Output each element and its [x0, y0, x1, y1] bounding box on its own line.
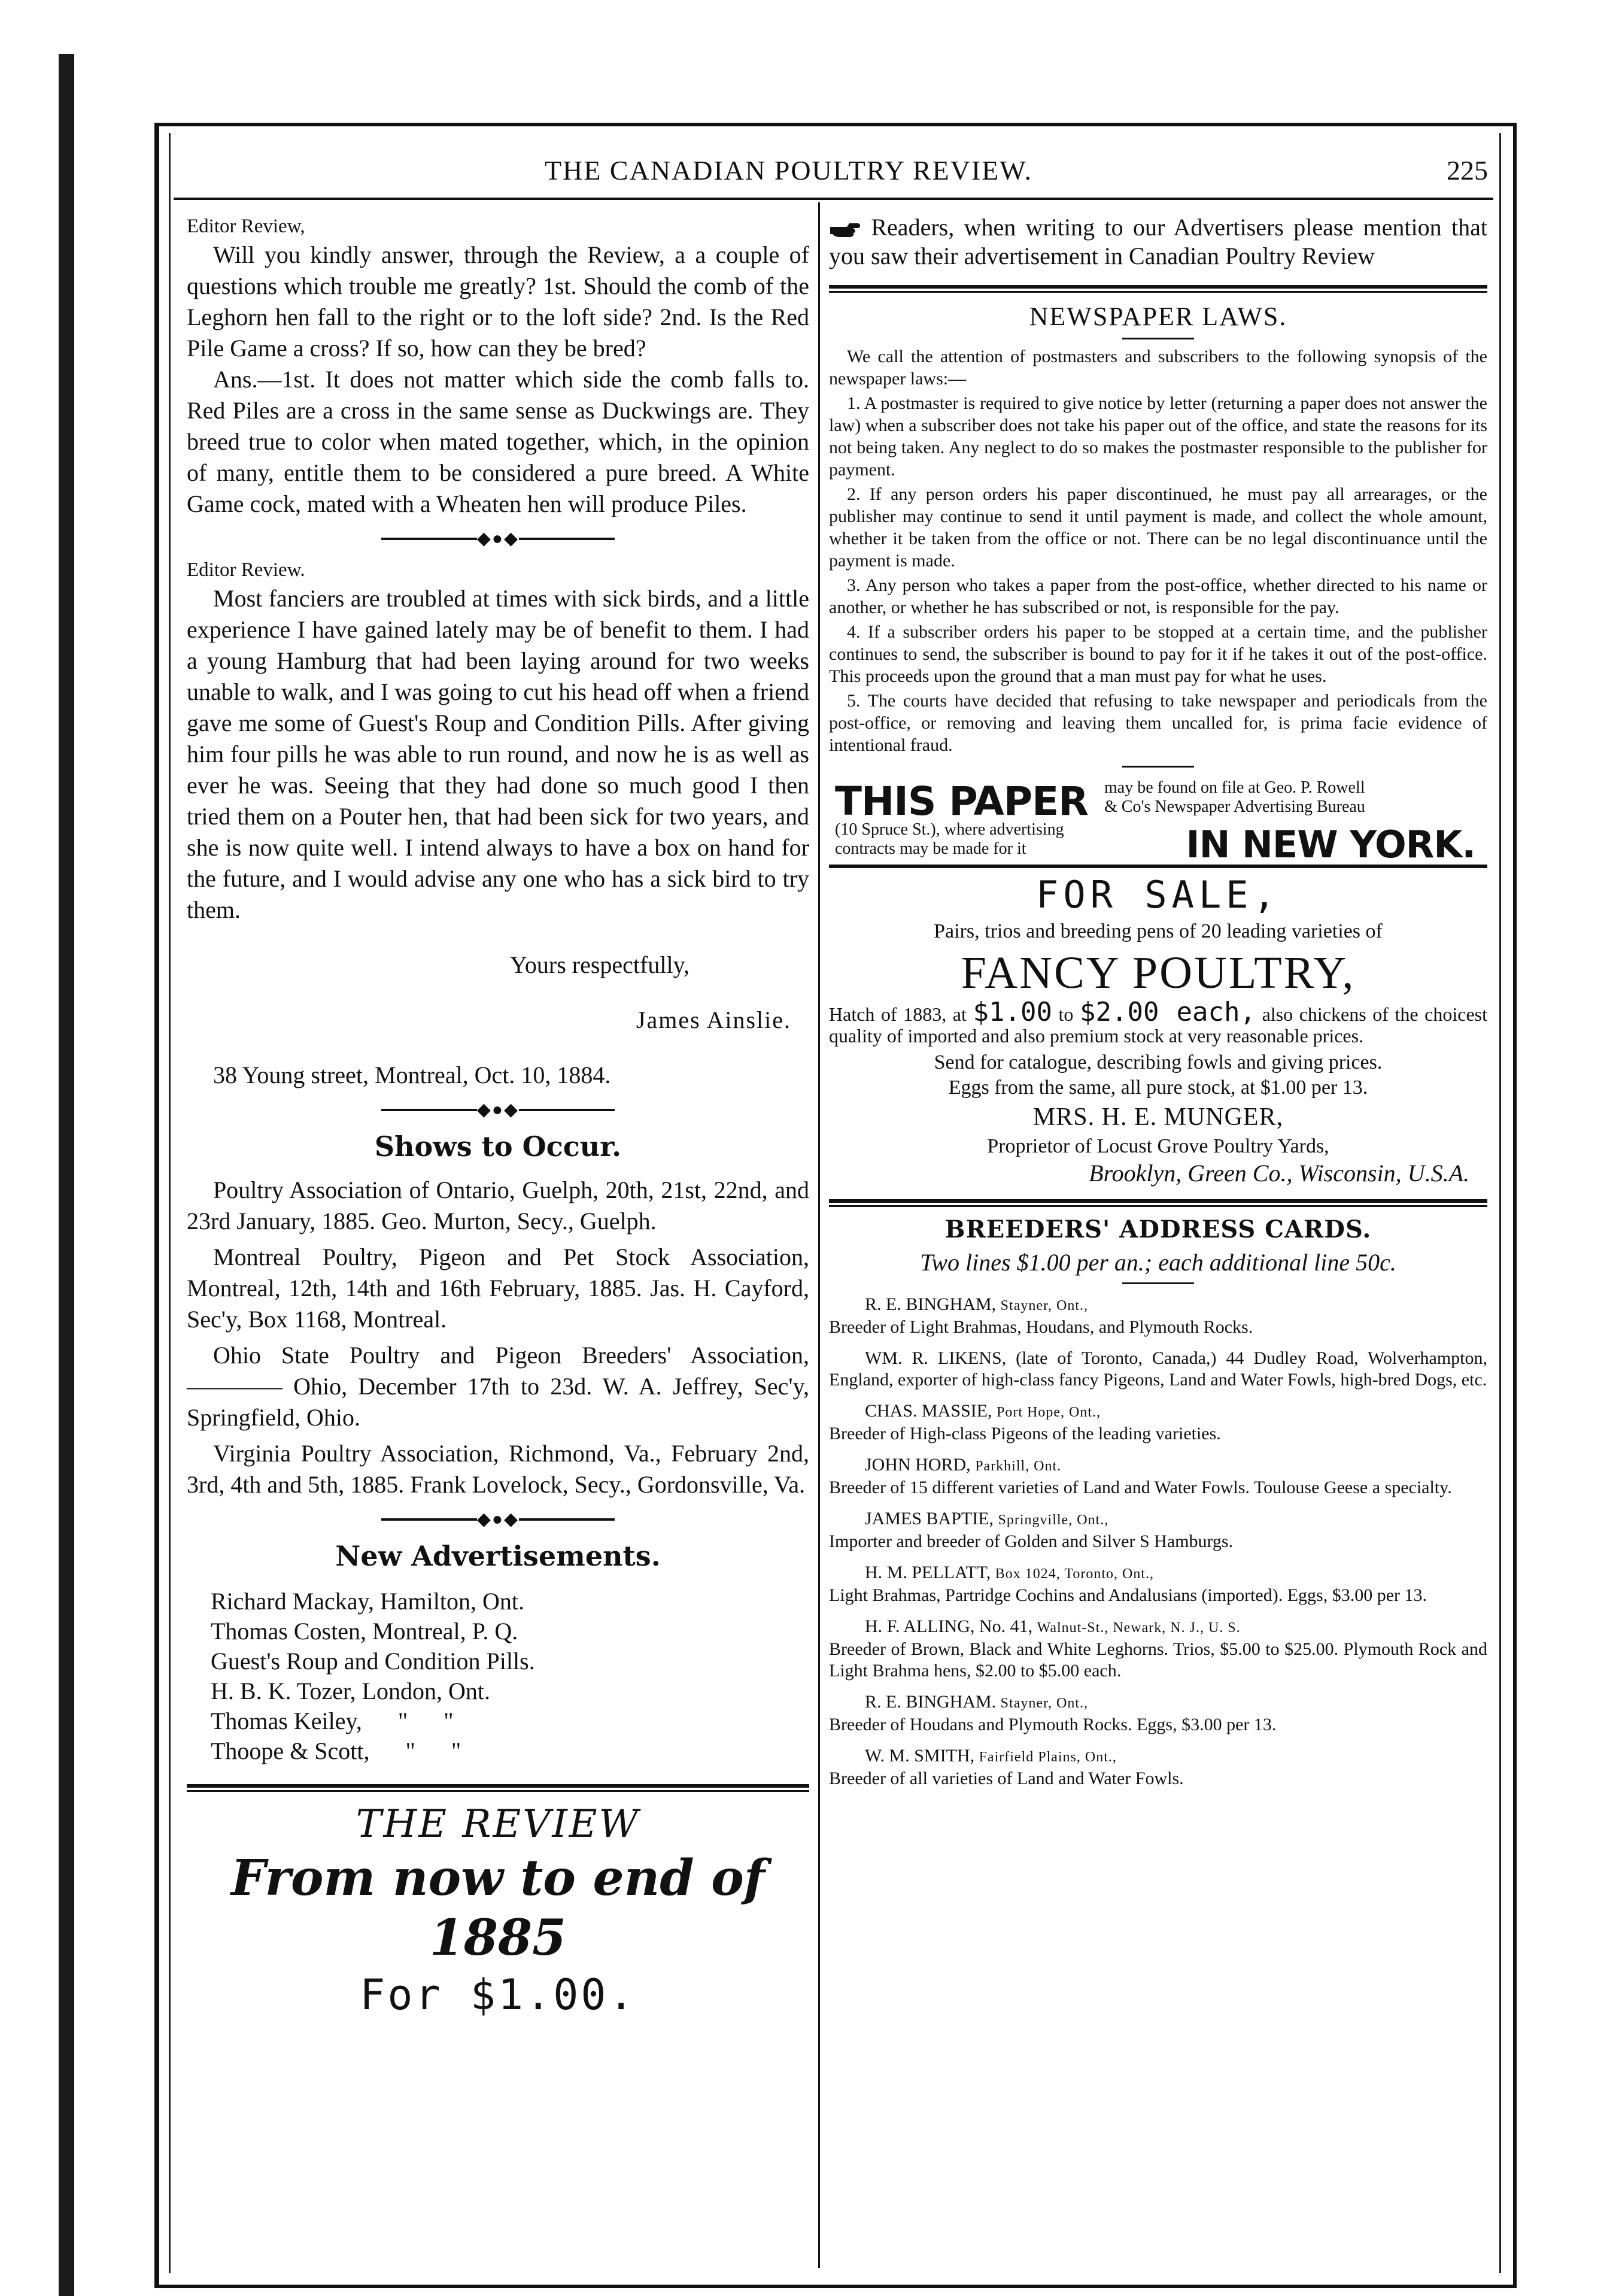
card-desc: Breeder of all varieties of Land and Water Fowls.: [829, 1769, 1184, 1788]
this-paper-new-york: IN NEW YORK.: [1186, 823, 1475, 866]
for-sale-line: Pairs, trios and breeding pens of 20 leading varieties of: [934, 920, 1383, 942]
card-desc: Breeder of High-class Pigeons of the leading varieties.: [829, 1424, 1221, 1443]
breeder-card: [829, 1348, 1487, 1391]
short-rule: [1122, 766, 1194, 768]
right-column: [829, 213, 1487, 1790]
short-rule: [1122, 338, 1194, 339]
short-rule: [1122, 1282, 1194, 1284]
card-desc: Breeder of 15 different varieties of Land and Water Fowls. Toulouse Geese a specialty.: [829, 1478, 1452, 1497]
card-name: H. M. PELLATT,: [865, 1563, 991, 1582]
promo-line: From now to end of 1885: [230, 1849, 766, 1967]
for-sale-proprietor: Proprietor of Locust Grove Poultry Yards,: [987, 1135, 1329, 1157]
binding-strip: [59, 54, 74, 2296]
section-rule-thin: [829, 1205, 1487, 1207]
newspaper-laws-heading: NEWSPAPER LAWS.: [1029, 302, 1287, 331]
fancy-poultry-heading: FANCY POULTRY,: [961, 948, 1356, 998]
card-name: R. E. BINGHAM,: [865, 1294, 997, 1314]
letter1-body: Will you kindly answer, through the Review, a a couple of questions which trouble me greatly? 1st. Should the comb of the Leghorn hen fall to the right or to the loft side? 2nd. Is the Red Pile Game a cross? If so, how can they be bred?: [187, 241, 809, 362]
card-name: JAMES BAPTIE,: [865, 1509, 994, 1528]
card-desc: Breeder of Light Brahmas, Houdans, and Plymouth Rocks.: [829, 1317, 1253, 1337]
breeder-card: [829, 1691, 1487, 1736]
this-paper-ad: [829, 774, 1487, 866]
this-paper-line: may be found on file at Geo. P. Rowell: [1104, 778, 1365, 797]
this-paper-big: THIS PAPER: [835, 778, 1088, 824]
hatch-price: $1.00: [973, 997, 1052, 1027]
for-sale-address: Brooklyn, Green Co., Wisconsin, U.S.A.: [1089, 1160, 1469, 1187]
show-item: Virginia Poultry Association, Richmond, Va., February 2nd, 3rd, 4th and 5th, 1885. Frank Lovelock, Secy., Gordonsville, Va.: [187, 1440, 809, 1499]
card-place: Parkhill, Ont.: [975, 1458, 1062, 1474]
ornament-divider: ◆●◆: [187, 526, 809, 551]
law-item: 4. If a subscriber orders his paper to be stopped at a certain time, and the publisher continues to send, the subscriber is bound to pay for it if he takes it out of the post-office. This proceeds upon the ground that a man must pay for what he uses.: [829, 622, 1487, 686]
new-ad-item: Thoope & Scott, " ": [211, 1737, 461, 1765]
card-place: Box 1024, Toronto, Ont.,: [995, 1566, 1154, 1582]
promo-price: For $1.00.: [360, 1970, 636, 2020]
letter1-salutation: Editor Review,: [187, 216, 305, 237]
breeder-card: [829, 1745, 1487, 1790]
hatch-text: also chickens of the choicest quality of imported and also premium stock at very reasonable prices.: [829, 1003, 1488, 1047]
left-column: [187, 213, 809, 2022]
for-sale-eggs: Eggs from the same, all pure stock, at $1.00 per 13.: [948, 1076, 1368, 1099]
publication-title: THE CANADIAN POULTRY REVIEW.: [545, 155, 1032, 186]
card-name: CHAS. MASSIE,: [865, 1401, 992, 1421]
section-rule: [829, 1199, 1487, 1203]
law-item: 5. The courts have decided that refusing to take newspaper and periodicals from the post-office, or removing and leaving them uncalled for, is prima facie evidence of intentional fraud.: [829, 691, 1487, 755]
new-ads-heading: New Advertisements.: [335, 1540, 661, 1573]
card-name: H. F. ALLING, No. 41,: [865, 1616, 1033, 1636]
promo-title: THE REVIEW: [356, 1802, 640, 1847]
new-ad-item: Thomas Keiley, " ": [211, 1707, 454, 1735]
law-item: 2. If any person orders his paper discontinued, he must pay all arrearages, or the publisher may continue to send it until payment is made, and collect the whole amount, whether it be taken from the office or not. There can be no legal discontinuance until the payment is made.: [829, 484, 1487, 571]
card-desc: Breeder of Houdans and Plymouth Rocks. Eggs, $3.00 per 13.: [829, 1715, 1277, 1734]
for-sale-hatch: [829, 997, 1488, 1047]
page-number: 225: [1447, 155, 1488, 186]
card-name: JOHN HORD,: [865, 1455, 971, 1475]
breeder-card: [829, 1294, 1487, 1338]
letter2-closing: Yours respectfully,: [510, 951, 689, 979]
this-paper-line: & Co's Newspaper Advertising Bureau: [1104, 797, 1365, 816]
breeder-card: [829, 1454, 1487, 1499]
card-place: Fairfield Plains, Ont.,: [979, 1749, 1117, 1765]
card-name: WM. R. LIKENS, (late of Toronto, Canada,) 44 Dudley Road, Wolverhampton, England, exporter of high-class fancy Pigeons, Land and Water Fowls, high-bred Dogs, etc.: [829, 1348, 1487, 1390]
hatch-price: $2.00 each,: [1080, 997, 1256, 1027]
card-place: Stayner, Ont.,: [1000, 1696, 1089, 1711]
ornament-divider: ◆●◆: [187, 1506, 809, 1531]
laws-intro: We call the attention of postmasters and subscribers to the following synopsis of the newspaper laws:—: [829, 347, 1487, 389]
running-header: [174, 154, 1490, 196]
card-place: Springville, Ont.,: [998, 1512, 1109, 1528]
for-sale-catalogue: Send for catalogue, describing fowls and giving prices.: [934, 1051, 1383, 1073]
promo-rule-thin: [187, 1790, 809, 1792]
breeder-card: [829, 1616, 1487, 1682]
section-rule-thin: [829, 291, 1487, 293]
breeders-heading: BREEDERS' ADDRESS CARDS.: [944, 1215, 1372, 1243]
card-desc: Importer and breeder of Golden and Silver S Hamburgs.: [829, 1531, 1234, 1551]
new-ad-item: Thomas Costen, Montreal, P. Q.: [211, 1618, 518, 1645]
pointing-hand-icon: [829, 221, 861, 239]
breeders-rates: Two lines $1.00 per an.; each additional line 50c.: [920, 1249, 1396, 1276]
letter2-address: 38 Young street, Montreal, Oct. 10, 1884.: [213, 1061, 611, 1089]
this-paper-line: contracts may be made for it: [835, 839, 1026, 858]
hatch-text: to: [1052, 1003, 1080, 1025]
card-desc: Breeder of Brown, Black and White Leghorns. Trios, $5.00 to $25.00. Plymouth Rock and Light Brahma hens, $2.00 to $5.00 each.: [829, 1639, 1487, 1681]
readers-notice-text: Readers, when writing to our Advertisers please mention that you saw their advertisement in Canadian Poultry Review: [829, 214, 1487, 269]
letter2-signature: James Ainslie.: [636, 1006, 791, 1034]
breeder-card: [829, 1562, 1487, 1606]
card-place: Stayner, Ont.,: [1000, 1298, 1089, 1314]
this-paper-text: [1104, 778, 1475, 817]
show-item: Ohio State Poultry and Pigeon Breeders' Association,———— Ohio, December 17th to 23d. W. A. Jeffrey, Sec'y, Springfield, Ohio.: [187, 1342, 809, 1431]
card-name: W. M. SMITH,: [865, 1746, 975, 1766]
law-item: 3. Any person who takes a paper from the post-office, whether directed to his name or another, or whether he has subscribed or not, is responsible for the pay.: [829, 575, 1487, 617]
promo-rule: [187, 1784, 809, 1788]
law-item: 1. A postmaster is required to give notice by letter (returning a paper does not answer the law) when a subscriber does not take his paper out of the office, and state the reasons for its not being taken. Any neglect to do so makes the postmaster responsible to the publisher for payment.: [829, 393, 1487, 480]
for-sale-name: MRS. H. E. MUNGER,: [1032, 1103, 1284, 1131]
letter2-salutation: Editor Review.: [187, 559, 305, 581]
readers-notice: [829, 213, 1487, 271]
letter1-answer: Ans.—1st. It does not matter which side the comb falls to. Red Piles are a cross in the same sense as Duckwings are. They breed true to color when mated together, which, in the opinion of many, entitle them to be considered a pure breed. A White Game cock, mated with a Wheaten hen will produce Piles.: [187, 366, 809, 517]
letter2-body: Most fanciers are troubled at times with sick birds, and a little experience I have gained lately may be of benefit to them. I had a young Hamburg that had been laying around for two weeks unable to walk, and I was going to cut his head off when a friend gave me some of Guest's Roup and Condition Pills. After giving him four pills he was able to run round, and now he is as well as ever he was. Seeing that they had done so much good I then tried them on a Pouter hen, that had been sick for two years, and she is now quite well. I intend always to have a box on hand for the future, and I would advise any one who has a sick bird to try them.: [187, 585, 809, 924]
new-ad-item: Richard Mackay, Hamilton, Ont.: [211, 1588, 524, 1615]
for-sale-heading: FOR SALE,: [1036, 873, 1280, 917]
this-paper-line: (10 Spruce St.), where advertising: [835, 820, 1064, 839]
card-desc: Light Brahmas, Partridge Cochins and Andalusians (imported). Eggs, $3.00 per 13.: [829, 1585, 1427, 1605]
card-name: R. E. BINGHAM.: [865, 1692, 997, 1712]
column-divider: [818, 202, 820, 2268]
this-paper-text-lower: [835, 820, 1158, 859]
show-item: Montreal Poultry, Pigeon and Pet Stock Association, Montreal, 12th, 14th and 16th February, 1885. Jas. H. Cayford, Sec'y, Box 1168, Montreal.: [187, 1243, 809, 1333]
hatch-text: Hatch of 1883, at: [829, 1003, 973, 1025]
breeder-card: [829, 1508, 1487, 1552]
new-ad-item: H. B. K. Tozer, London, Ont.: [211, 1678, 491, 1705]
breeder-card: [829, 1400, 1487, 1445]
shows-heading: Shows to Occur.: [374, 1130, 622, 1163]
new-ads-list: [187, 1587, 809, 1766]
header-rule: [174, 198, 1493, 200]
card-place: Walnut-St., Newark, N. J., U. S.: [1037, 1620, 1241, 1636]
section-rule: [829, 285, 1487, 289]
show-item: Poultry Association of Ontario, Guelph, 20th, 21st, 22nd, and 23rd January, 1885. Geo. Murton, Secy., Guelph.: [187, 1176, 809, 1235]
card-place: Port Hope, Ont.,: [997, 1405, 1101, 1420]
ornament-divider: ◆●◆: [187, 1097, 809, 1122]
new-ad-item: Guest's Roup and Condition Pills.: [211, 1648, 535, 1675]
